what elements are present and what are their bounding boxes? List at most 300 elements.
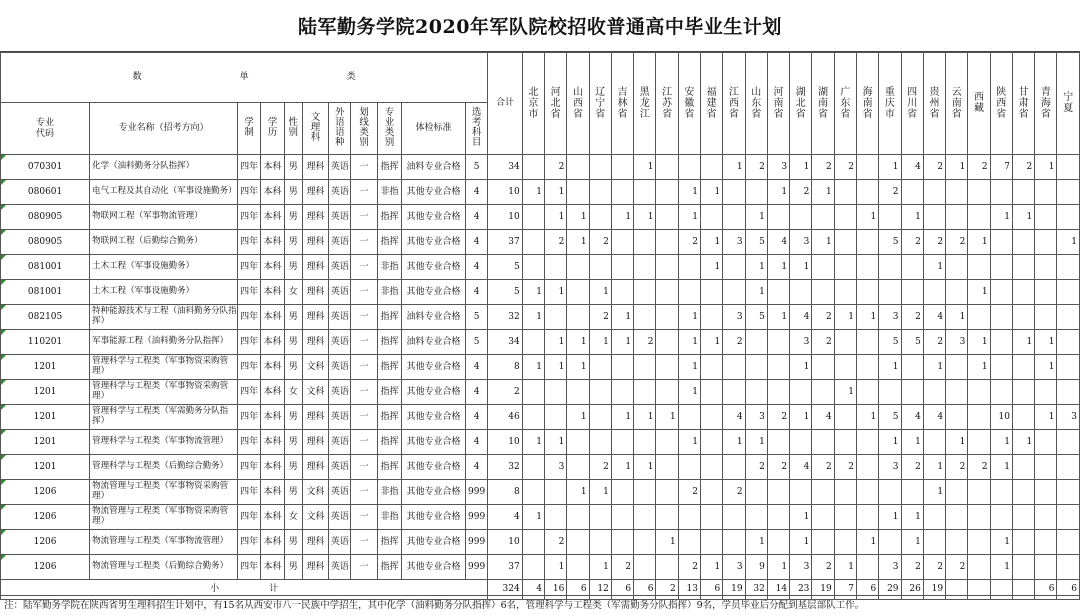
cell-province-5: 1 [634,405,656,430]
cell-province-16: 1 [879,505,901,530]
cell-province-18 [923,430,945,455]
cell-name: 管理科学与工程类（军事物资采购管理） [90,380,238,405]
cell-name: 管理科学与工程类（军需勤务分队指挥） [90,405,238,430]
cell-province-14 [834,230,856,255]
cell-province-15 [856,430,878,455]
cell-province-7: 1 [678,180,700,205]
cell-province-12: 3 [790,555,812,580]
cell-xl: 本科 [261,405,284,430]
cell-province-2 [567,155,589,180]
cell-xz: 四年 [238,330,261,355]
cell-province-7: 1 [678,330,700,355]
cell-province-4 [611,155,633,180]
cell-hf: 一 [351,230,377,255]
cell-province-3 [589,205,611,230]
cell-xz: 四年 [238,405,261,430]
cell-xb: 男 [284,455,302,480]
cell-province-22 [1012,555,1034,580]
cell-xl: 本科 [261,230,284,255]
cell-province-0 [522,205,544,230]
category-header: 数 单 类 [1,53,488,103]
cell-province-9 [723,380,745,405]
cell-xk: 4 [465,255,487,280]
cell-tj: 其他专业合格 [402,355,466,380]
cell-xl: 本科 [261,155,284,180]
cell-province-20 [968,305,990,330]
province-header-10: 山东省 [745,53,767,155]
cell-province-20 [968,430,990,455]
cell-hf: 一 [351,355,377,380]
cell-name: 物流管理与工程类（军事物资采购管理） [90,505,238,530]
cell-province-6 [656,355,678,380]
cell-xk: 999 [465,480,487,505]
cell-province-19: 2 [946,555,968,580]
cell-province-18: 1 [923,480,945,505]
cell-wy: 英语 [329,205,351,230]
cell-province-14 [834,480,856,505]
cell-province-5: 1 [634,205,656,230]
cell-province-11 [767,355,789,380]
col-header-xl: 学历 [261,103,284,155]
cell-province-15 [856,455,878,480]
cell-province-23 [1035,480,1057,505]
cell-province-11: 1 [767,555,789,580]
cell-province-3 [589,380,611,405]
cell-province-12: 1 [790,530,812,555]
cell-province-17: 2 [901,555,923,580]
cell-zy: 指挥 [377,355,401,380]
cell-hf: 一 [351,405,377,430]
cell-province-24 [1057,180,1080,205]
cell-province-5 [634,180,656,205]
cell-tj: 其他专业合格 [402,180,466,205]
cell-wy: 英语 [329,505,351,530]
cell-total: 46 [488,405,522,430]
cell-wl: 理科 [302,230,328,255]
cell-code: 1201 [1,380,90,405]
cell-province-20 [968,555,990,580]
cell-province-24 [1057,205,1080,230]
cell-province-22 [1012,280,1034,305]
cell-zy: 非指 [377,255,401,280]
cell-wl: 理科 [302,455,328,480]
cell-province-16 [879,280,901,305]
cell-wl: 理科 [302,530,328,555]
cell-province-1: 2 [545,530,567,555]
cell-province-2 [567,380,589,405]
cell-hf: 一 [351,530,377,555]
cell-province-22 [1012,230,1034,255]
cell-province-0 [522,480,544,505]
cell-province-13: 2 [812,305,834,330]
cell-zy: 指挥 [377,155,401,180]
province-header-7: 安徽省 [678,53,700,155]
cell-province-6 [656,155,678,180]
cell-tj: 油料专业合格 [402,155,466,180]
cell-province-13: 2 [812,555,834,580]
cell-province-0: 1 [522,505,544,530]
cell-province-13 [812,505,834,530]
province-header-9: 江西省 [723,53,745,155]
cell-province-18: 2 [923,230,945,255]
cell-province-5 [634,280,656,305]
cell-province-11 [767,380,789,405]
cell-province-2 [567,530,589,555]
cell-province-24 [1057,430,1080,455]
cell-province-12 [790,380,812,405]
cell-province-23: 1 [1035,155,1057,180]
cell-wl: 理科 [302,255,328,280]
cell-hf: 一 [351,480,377,505]
cell-province-17: 4 [901,155,923,180]
cell-province-15: 1 [856,305,878,330]
cell-province-21: 1 [990,455,1012,480]
cell-tj: 其他专业合格 [402,505,466,530]
cell-xk: 4 [465,455,487,480]
subtotal-label-b: 计 [269,584,279,595]
cell-province-3: 1 [589,330,611,355]
cell-province-3: 1 [589,280,611,305]
cell-tj: 其他专业合格 [402,555,466,580]
cell-province-12 [790,280,812,305]
cell-province-0: 1 [522,180,544,205]
cell-province-15: 1 [856,205,878,230]
cell-province-13: 2 [812,330,834,355]
col-header-xb: 性别 [284,103,302,155]
cell-province-21 [990,355,1012,380]
cell-hf: 一 [351,180,377,205]
cell-xb: 男 [284,255,302,280]
cell-province-17: 1 [901,430,923,455]
cell-province-12: 1 [790,255,812,280]
cell-province-11: 1 [767,255,789,280]
cell-xl: 本科 [261,530,284,555]
cell-province-11: 2 [767,455,789,480]
cell-province-16: 1 [879,355,901,380]
cell-province-1 [545,380,567,405]
col-header-code: 专业代码 [1,103,90,155]
cell-province-16 [879,255,901,280]
cell-province-4 [611,255,633,280]
cell-province-24 [1057,255,1080,280]
cell-province-24 [1057,355,1080,380]
cell-xl: 本科 [261,205,284,230]
cell-province-24 [1057,555,1080,580]
cell-province-0 [522,330,544,355]
cell-province-2: 1 [567,355,589,380]
cell-total: 2 [488,380,522,405]
cell-province-4 [611,480,633,505]
cell-province-4 [611,230,633,255]
cell-province-1: 3 [545,455,567,480]
province-header-16: 重庆市 [879,53,901,155]
cell-province-15 [856,230,878,255]
subtotal-province-14: 7 [834,580,856,600]
table-row [1,530,1080,555]
cell-province-1: 1 [545,555,567,580]
cell-code: 1206 [1,555,90,580]
cell-total: 37 [488,555,522,580]
cell-province-21: 10 [990,405,1012,430]
cell-province-22 [1012,380,1034,405]
table-row [1,480,1080,505]
cell-province-8: 1 [700,180,722,205]
table-row [1,405,1080,430]
cell-province-23: 1 [1035,355,1057,380]
cell-province-10: 1 [745,255,767,280]
table-row [1,255,1080,280]
cell-wy: 英语 [329,230,351,255]
table-row [1,280,1080,305]
cell-province-14 [834,180,856,205]
cell-province-12: 2 [790,180,812,205]
cell-province-13: 2 [812,155,834,180]
cell-hf: 一 [351,430,377,455]
cell-province-4: 2 [611,555,633,580]
cell-hf: 一 [351,205,377,230]
cell-province-7 [678,455,700,480]
table-row [1,380,1080,405]
cell-province-0: 1 [522,280,544,305]
cell-province-6 [656,330,678,355]
cell-code: 1206 [1,480,90,505]
cell-province-7 [678,255,700,280]
cell-xl: 本科 [261,330,284,355]
cell-xb: 男 [284,430,302,455]
cell-code: 1206 [1,530,90,555]
cell-province-1: 1 [545,355,567,380]
cell-xl: 本科 [261,555,284,580]
cell-total: 10 [488,430,522,455]
cell-name: 特种能源技术与工程（油料勤务分队指挥） [90,305,238,330]
cell-hf: 一 [351,330,377,355]
cell-province-13 [812,205,834,230]
cell-province-23 [1035,455,1057,480]
cell-province-15 [856,155,878,180]
col-header-xz: 学制 [238,103,261,155]
cell-province-18: 1 [923,255,945,280]
cell-province-20 [968,505,990,530]
cell-province-24 [1057,305,1080,330]
cell-province-7 [678,155,700,180]
cell-province-18: 2 [923,330,945,355]
cell-wy: 英语 [329,530,351,555]
cell-province-10 [745,480,767,505]
cell-province-12: 1 [790,155,812,180]
cell-hf: 一 [351,555,377,580]
cell-name: 土木工程（军事设施勤务） [90,280,238,305]
cell-province-7 [678,405,700,430]
cell-province-11 [767,430,789,455]
cell-province-12: 1 [790,405,812,430]
cell-province-15 [856,355,878,380]
cell-province-0 [522,155,544,180]
cell-province-20: 1 [968,355,990,380]
cell-province-9: 2 [723,480,745,505]
cell-province-17 [901,380,923,405]
cell-xk: 999 [465,530,487,555]
cell-xk: 5 [465,330,487,355]
cell-hf: 一 [351,305,377,330]
table-row [1,455,1080,480]
col-header-hf: 划线类别 [351,103,377,155]
province-header-14: 广东省 [834,53,856,155]
cell-province-5 [634,555,656,580]
cell-province-2: 1 [567,480,589,505]
table-row [1,505,1080,530]
cell-province-23 [1035,555,1057,580]
cell-province-24: 3 [1057,405,1080,430]
cell-province-8 [700,205,722,230]
cell-province-9 [723,280,745,305]
cell-province-7: 1 [678,205,700,230]
cell-province-16 [879,480,901,505]
cell-province-6 [656,255,678,280]
cell-province-21 [990,330,1012,355]
cell-xk: 999 [465,505,487,530]
cell-province-0 [522,530,544,555]
cell-province-3: 1 [589,555,611,580]
footnote: 注：陆军勤务学院在陕西省男生理科招生计划中，有15名从西安市八一民族中学招生，其中化学（油料勤务分队指挥）6名，管理科学与工程类（军需勤务分队指挥）9名，学员毕业后分配到基层部队工作。 [0,595,1080,615]
cell-province-8: 1 [700,230,722,255]
cell-province-4 [611,505,633,530]
cell-province-18: 2 [923,155,945,180]
cell-xz: 四年 [238,455,261,480]
cell-province-12 [790,480,812,505]
cell-province-8: 1 [700,555,722,580]
cell-province-2: 1 [567,330,589,355]
cell-province-20 [968,480,990,505]
cell-province-2 [567,505,589,530]
cell-province-6 [656,305,678,330]
subtotal-province-15: 6 [856,580,878,600]
cell-province-1: 1 [545,180,567,205]
subtotal-province-6: 2 [656,580,678,600]
cell-xz: 四年 [238,430,261,455]
cell-province-21: 1 [990,555,1012,580]
cell-tj: 其他专业合格 [402,530,466,555]
cell-province-14 [834,405,856,430]
total-header: 合计 [488,53,522,155]
cell-province-10 [745,505,767,530]
cell-province-21 [990,230,1012,255]
cell-province-20 [968,255,990,280]
cell-zy: 指挥 [377,380,401,405]
cell-province-9 [723,530,745,555]
cell-province-22: 2 [1012,155,1034,180]
cell-hf: 一 [351,505,377,530]
cell-xb: 男 [284,155,302,180]
cell-tj: 其他专业合格 [402,405,466,430]
cell-province-10: 5 [745,305,767,330]
cell-total: 10 [488,530,522,555]
cell-xz: 四年 [238,255,261,280]
cell-province-2 [567,455,589,480]
cell-xz: 四年 [238,205,261,230]
cell-province-14: 1 [834,555,856,580]
cell-name: 物联网工程（后勤综合勤务） [90,230,238,255]
cell-name: 管理科学与工程类（后勤综合勤务） [90,455,238,480]
cell-province-20: 2 [968,155,990,180]
cell-province-13 [812,530,834,555]
cell-province-22: 1 [1012,430,1034,455]
cell-province-24: 1 [1057,230,1080,255]
cell-province-3 [589,180,611,205]
cell-province-18 [923,380,945,405]
cell-province-11: 3 [767,155,789,180]
cell-hf: 一 [351,255,377,280]
cell-province-8 [700,355,722,380]
cell-tj: 其他专业合格 [402,455,466,480]
cell-province-14 [834,430,856,455]
cell-province-9 [723,180,745,205]
cell-province-1: 2 [545,230,567,255]
cell-province-23 [1035,305,1057,330]
subtotal-province-23: 6 [1035,580,1057,600]
cell-province-24 [1057,530,1080,555]
cell-province-24 [1057,155,1080,180]
cell-province-20 [968,405,990,430]
cell-hf: 一 [351,455,377,480]
cell-xl: 本科 [261,430,284,455]
cell-zy: 指挥 [377,555,401,580]
cell-wy: 英语 [329,405,351,430]
cell-province-10: 2 [745,455,767,480]
cell-province-3 [589,430,611,455]
cell-province-7 [678,505,700,530]
subtotal-label-a: 小 [210,584,220,595]
cell-name: 物联网工程（军事物流管理） [90,205,238,230]
cell-province-4: 1 [611,405,633,430]
cell-province-11: 2 [767,405,789,430]
cell-name: 化学（油料勤务分队指挥） [90,155,238,180]
cell-province-8 [700,430,722,455]
cell-code: 1201 [1,355,90,380]
cell-province-19: 1 [946,155,968,180]
cell-total: 4 [488,505,522,530]
cell-province-17 [901,280,923,305]
province-header-6: 江苏省 [656,53,678,155]
cell-province-5 [634,380,656,405]
cell-province-9: 4 [723,405,745,430]
cell-province-2 [567,430,589,455]
cell-xz: 四年 [238,480,261,505]
cell-xk: 4 [465,355,487,380]
cell-province-5 [634,355,656,380]
province-header-1: 河北省 [545,53,567,155]
cell-province-23 [1035,255,1057,280]
col-header-xk: 选考科目 [465,103,487,155]
cell-province-0: 1 [522,305,544,330]
cell-province-15 [856,555,878,580]
subtotal-province-13: 19 [812,580,834,600]
cell-province-4 [611,355,633,380]
cell-province-3: 1 [589,480,611,505]
cell-wl: 理科 [302,430,328,455]
cell-hf: 一 [351,280,377,305]
cell-zy: 非指 [377,180,401,205]
cell-code: 080601 [1,180,90,205]
cell-province-3 [589,405,611,430]
cell-zy: 指挥 [377,230,401,255]
province-header-21: 陕西省 [990,53,1012,155]
cell-province-22: 1 [1012,205,1034,230]
cell-province-2 [567,305,589,330]
cell-province-11 [767,480,789,505]
cell-tj: 其他专业合格 [402,205,466,230]
cell-province-3 [589,255,611,280]
cell-zy: 指挥 [377,530,401,555]
